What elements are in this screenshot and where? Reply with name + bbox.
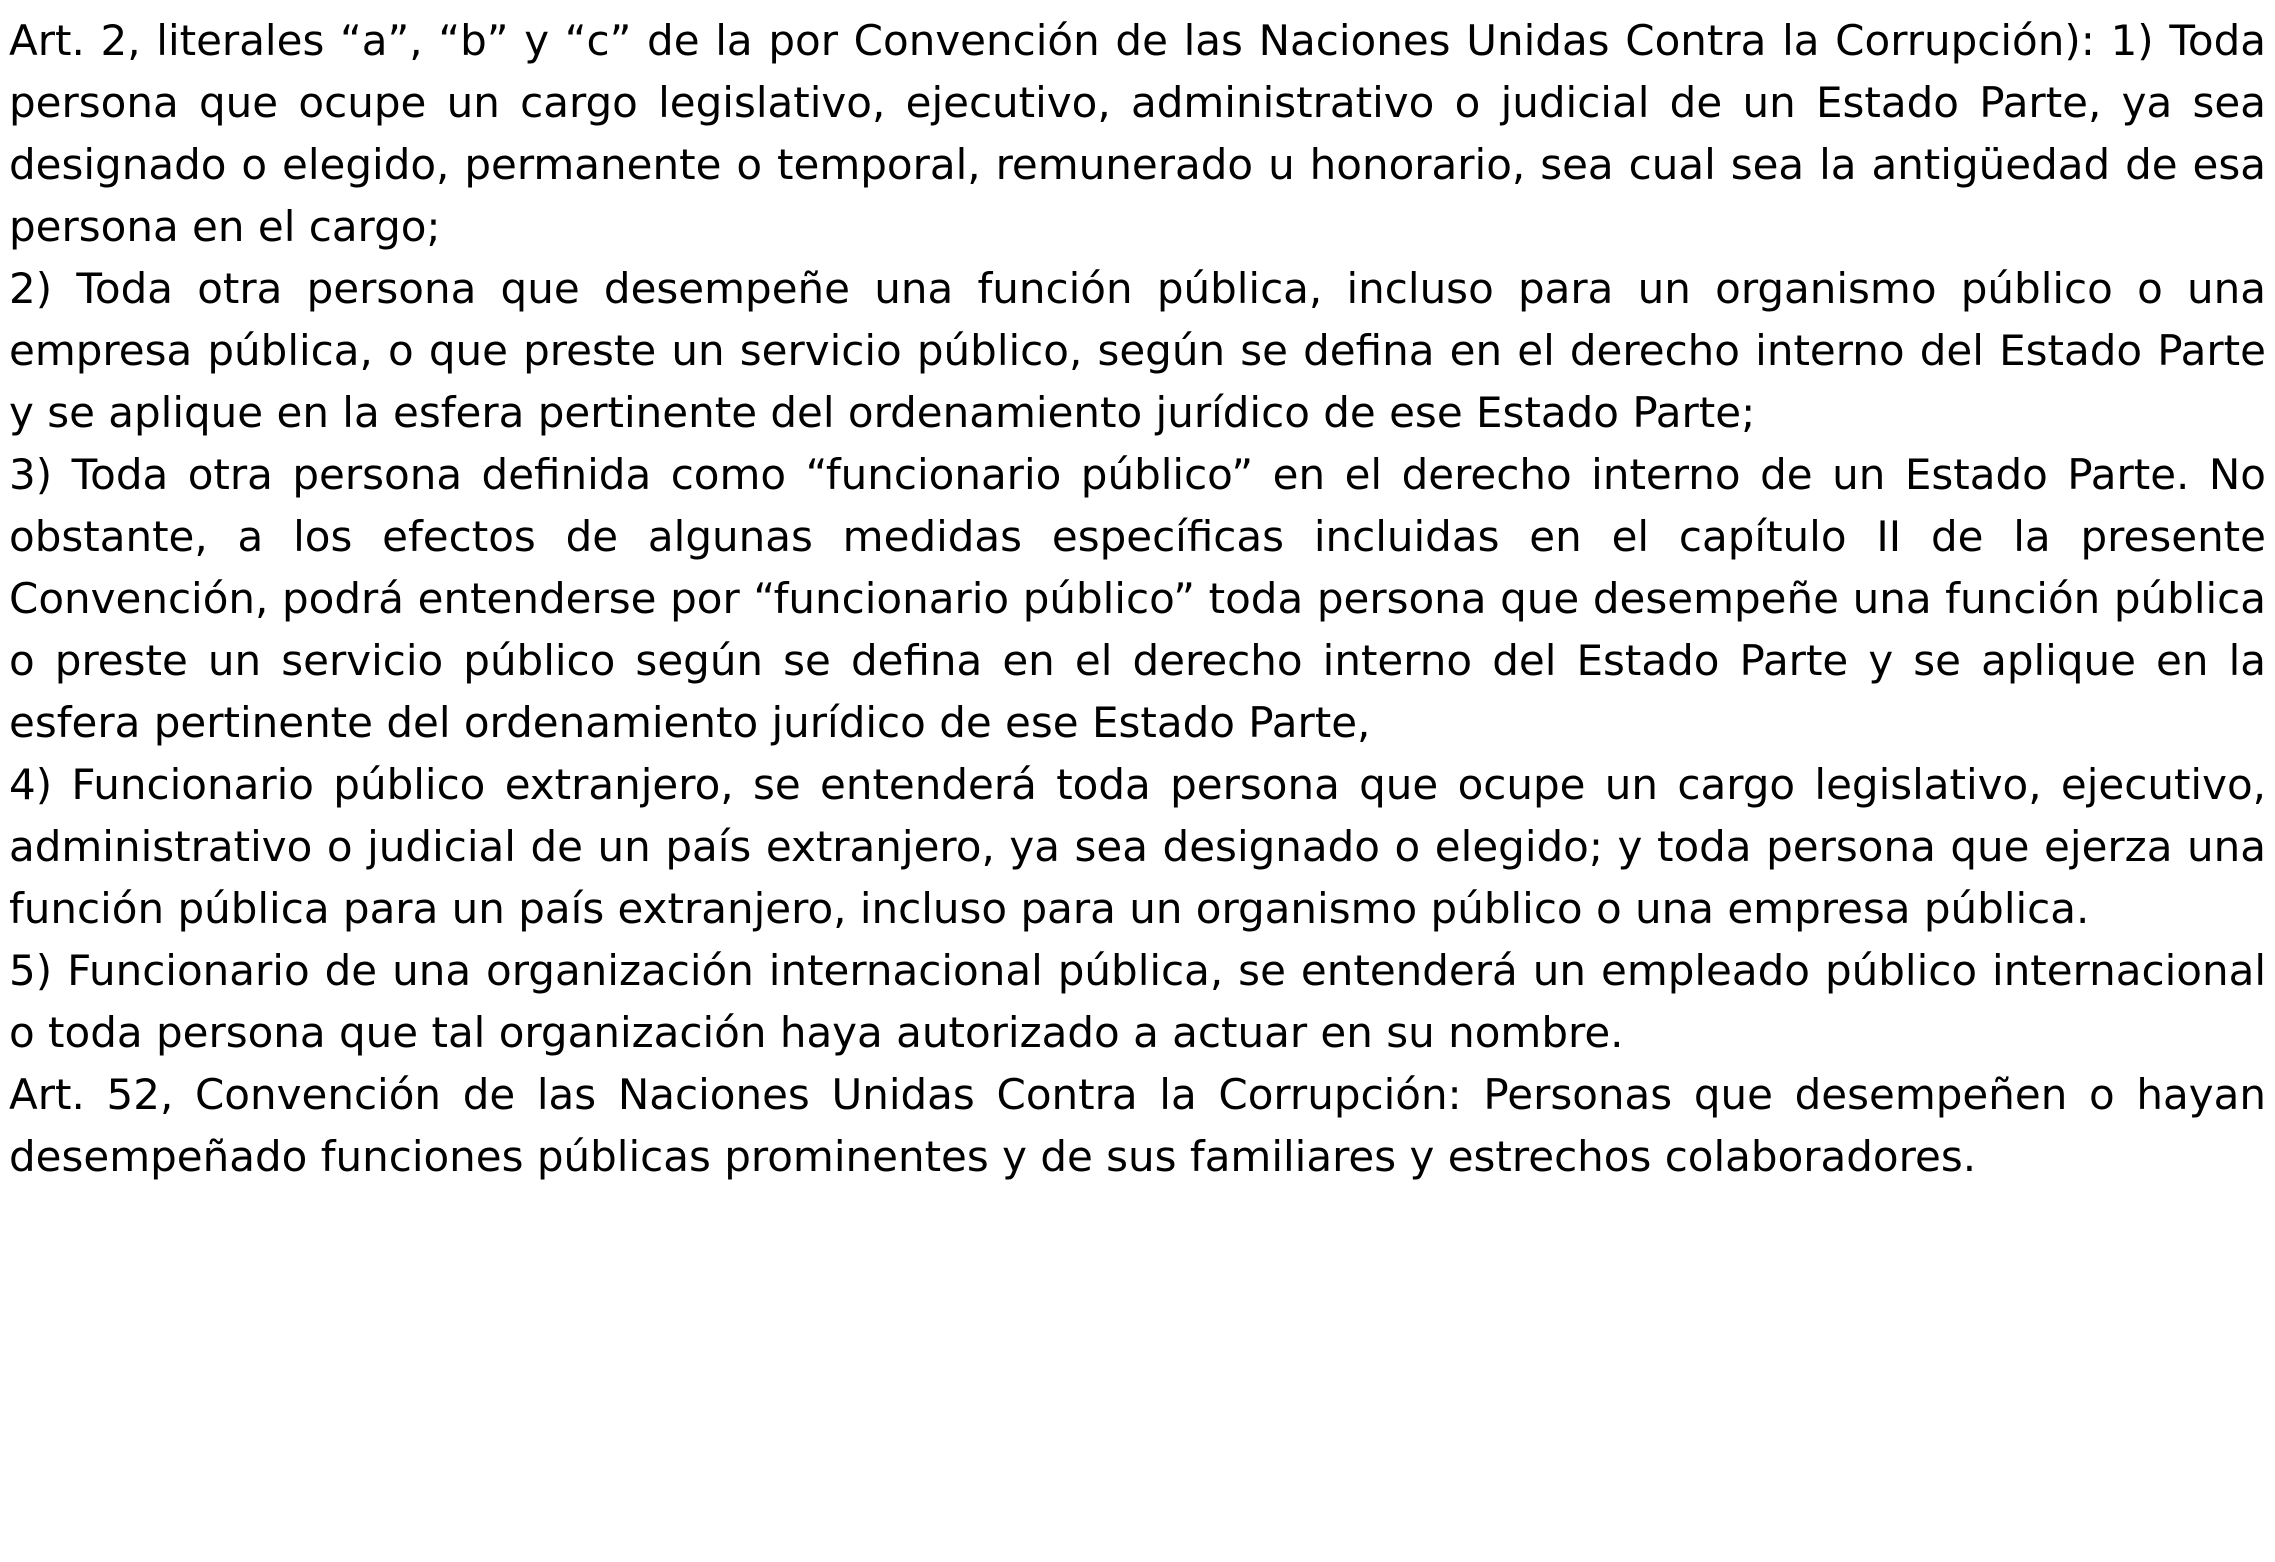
paragraph-item-5: 5) Funcionario de una organización internacional pública, se entenderá un empleado público internacional o toda persona que tal organización haya autorizado a actuar en su nombre.	[9, 946, 2266, 1057]
paragraph-item-4: 4) Funcionario público extranjero, se entenderá toda persona que ocupe un cargo legislativo, ejecutivo, administrativo o judicial de un país extranjero, ya sea designado o elegido; y toda persona que ejerza una función pública para un país extranjero, incluso para un organismo público o una empresa pública.	[9, 760, 2266, 933]
paragraph-art-52: Art. 52, Convención de las Naciones Unidas Contra la Corrupción: Personas que desempeñen o hayan desempeñado funciones públicas prominentes y de sus familiares y estrechos colaboradores.	[9, 1070, 2266, 1181]
paragraph-art-2-definition: Art. 2, literales “a”, “b” y “c” de la por Convención de las Naciones Unidas Contra la Corrupción): 1) Toda persona que ocupe un cargo legislativo, ejecutivo, administrativo o judicial de un Estado Parte, ya sea designado o elegido, permanente o temporal, remunerado u honorario, sea cual sea la antigüedad de esa persona en el cargo;	[9, 16, 2266, 251]
document-body	[9, 10, 2266, 1188]
paragraph-item-2: 2) Toda otra persona que desempeñe una función pública, incluso para un organismo público o una empresa pública, o que preste un servicio público, según se defina en el derecho interno del Estado Parte y se aplique en la esfera pertinente del ordenamiento jurídico de ese Estado Parte;	[9, 264, 2266, 437]
paragraph-item-3: 3) Toda otra persona definida como “funcionario público” en el derecho interno de un Estado Parte. No obstante, a los efectos de algunas medidas específicas incluidas en el capítulo II de la presente Convención, podrá entenderse por “funcionario público” toda persona que desempeñe una función pública o preste un servicio público según se defina en el derecho interno del Estado Parte y se aplique en la esfera pertinente del ordenamiento jurídico de ese Estado Parte,	[9, 450, 2266, 747]
